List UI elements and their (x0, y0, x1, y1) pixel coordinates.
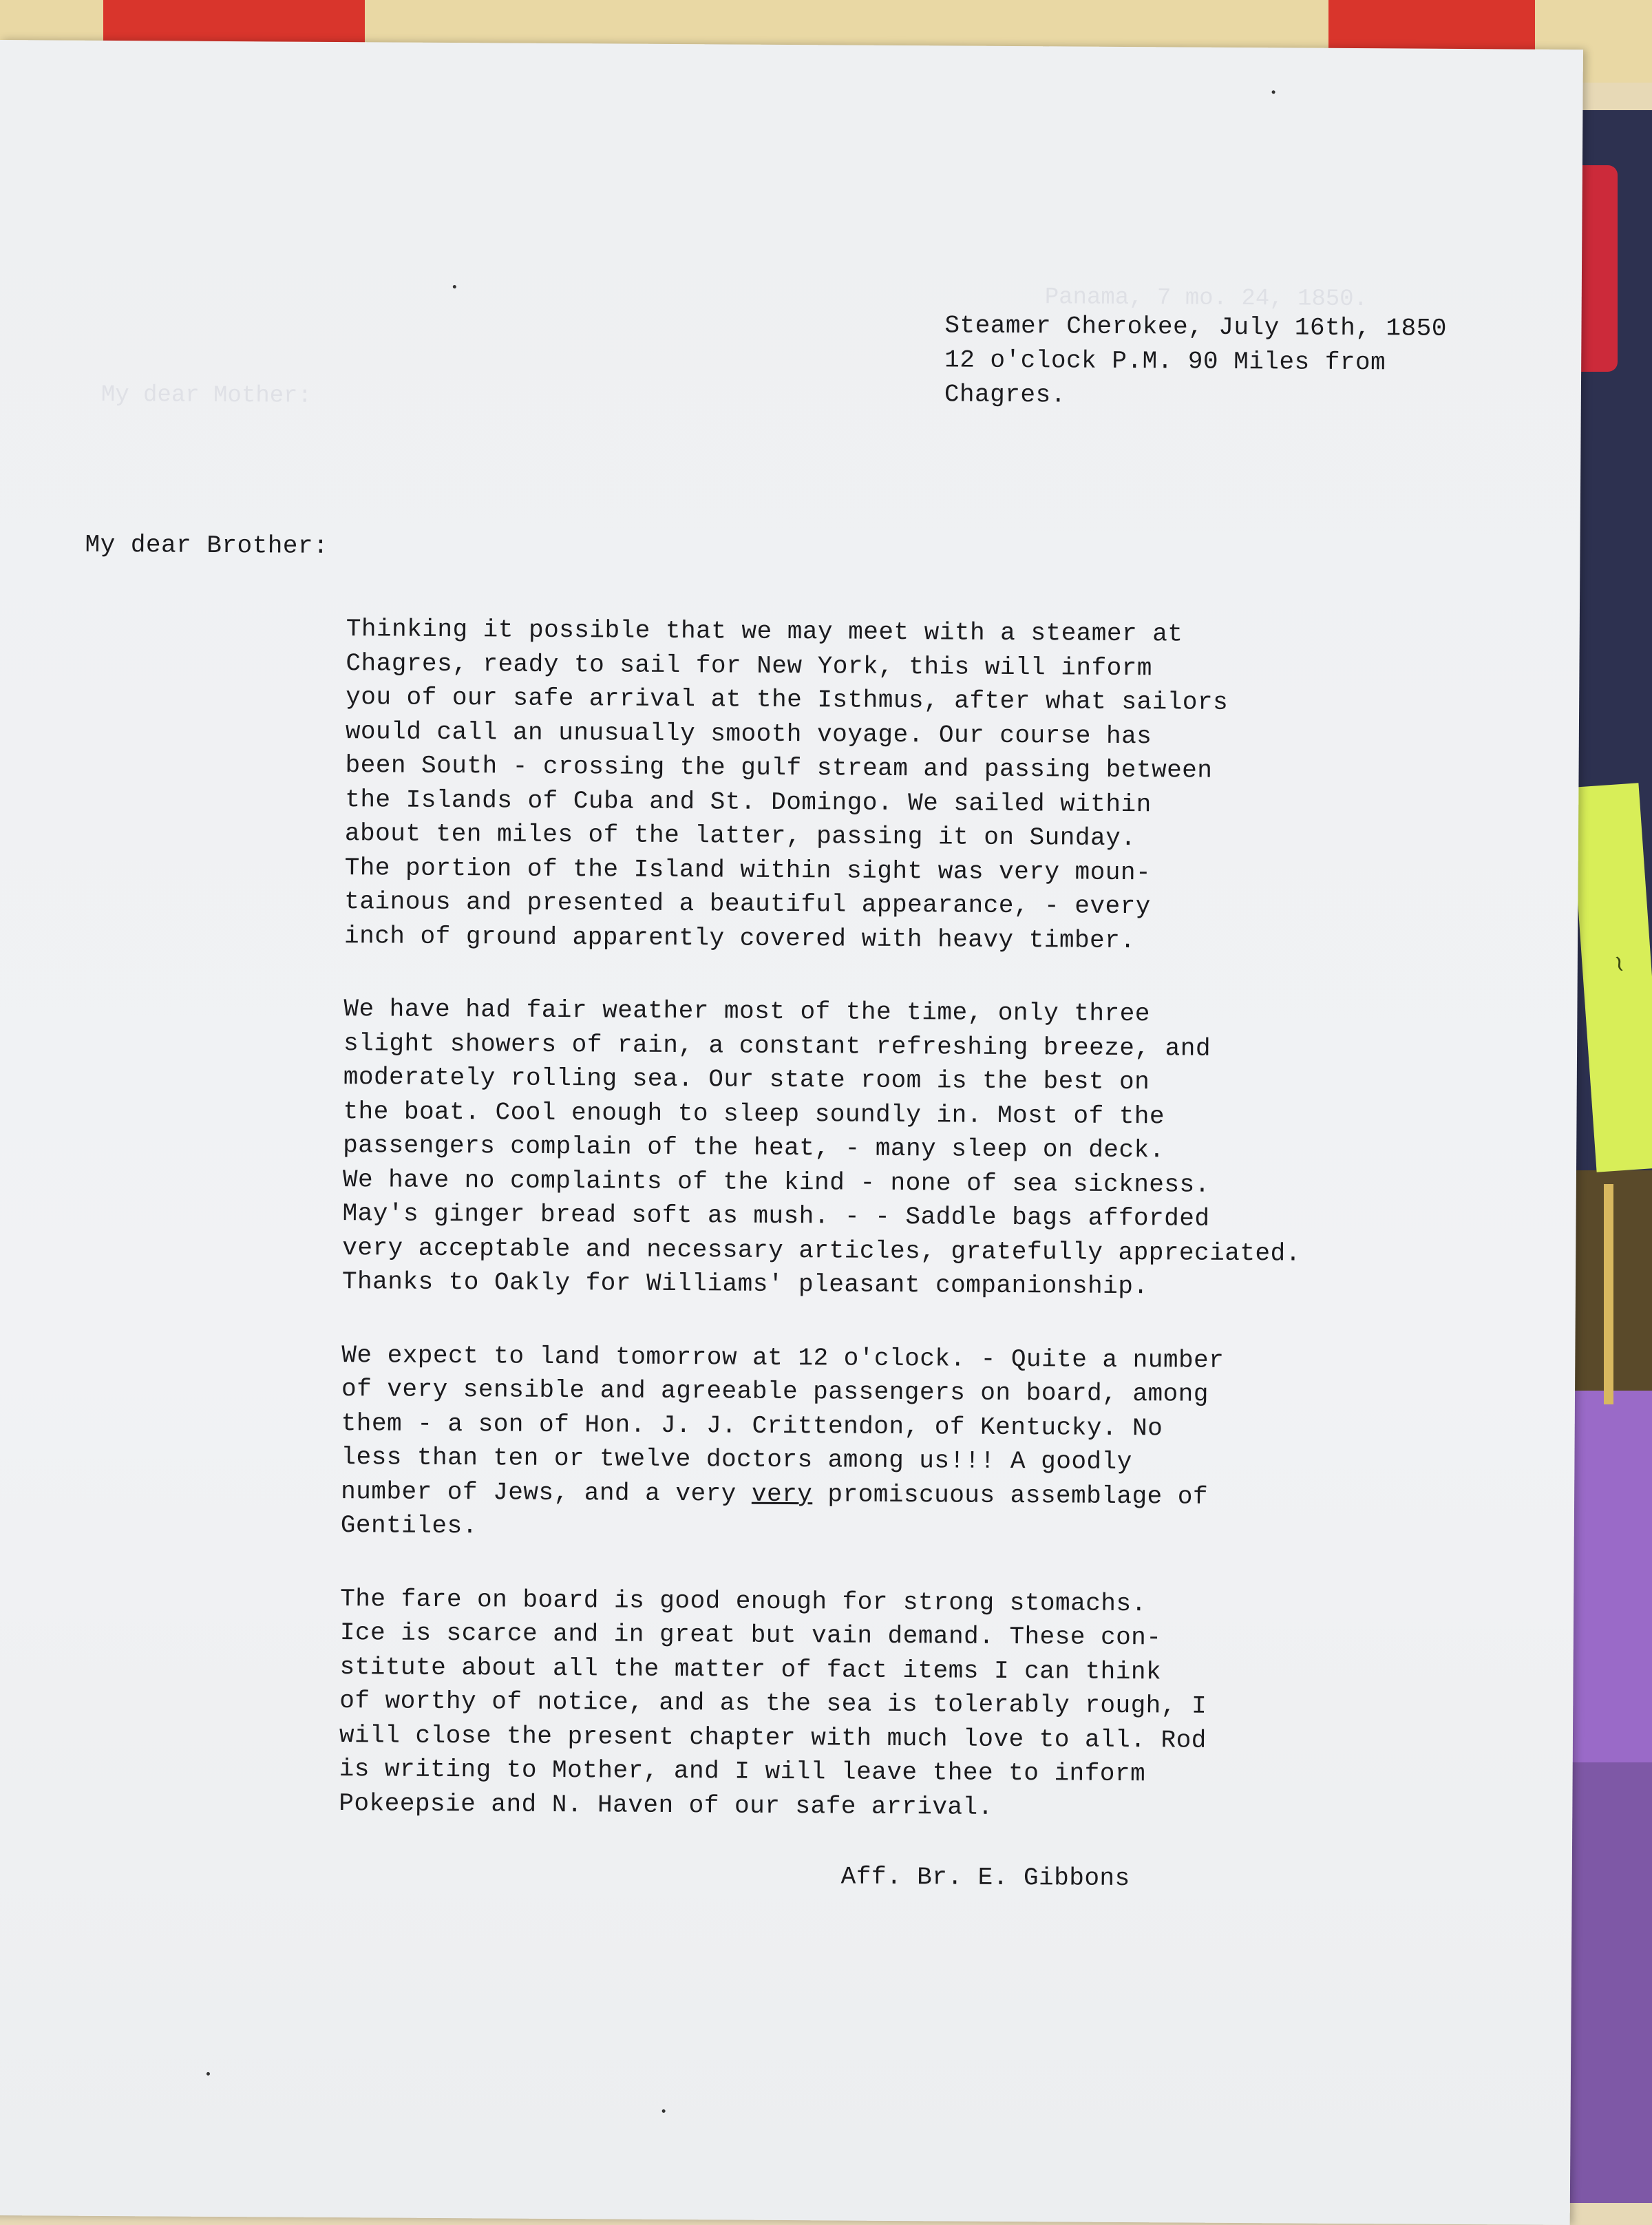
paragraph-text: The fare on board is good enough for strong stomachs. Ice is scarce and in great but vain demand. These con- stitute about all the matter of fact items I can think of worthy of notice, and as the sea is tolerably rough, I will close the present chapter with much love to all. Rod is writing to Mother, and I will leave thee to inform Pokeepsie and N. Haven of our safe arrival. (339, 1584, 1207, 1822)
show-through-date: Panama, 7 mo. 24, 1850. (1044, 284, 1368, 313)
heading-line: Chagres. (944, 380, 1066, 410)
paragraph-text: promiscuous assemblage of Gentiles. (340, 1479, 1209, 1541)
paragraph-text: We have had fair weather most of the time, only three slight showers of rain, a constant refreshing breeze, and moderately rolling sea. Our state room is the best on the boat. Cool enough to sleep soundly in. Most of the passengers complain of the heat, - many sleep on deck. We have no complaints of the kind - none of sea sickness. May's ginger bread soft as mush. - - Saddle bags afforded very acceptable and necessary articles, gratefully appreciated. Thanks to Oakly for Williams' pleasant companionship. (341, 995, 1301, 1301)
underlined-word: very (751, 1479, 813, 1508)
letter-page (0, 40, 1583, 2225)
salutation: My dear Brother: (85, 530, 329, 560)
letter-heading (944, 308, 1447, 414)
straw-stick (1604, 1184, 1613, 1404)
paragraph (341, 1338, 1416, 1550)
paragraph (342, 992, 1418, 1305)
paragraph-text: We expect to land tomorrow at 12 o'clock. - Quite a number of very sensible and agreeable passengers on board, among them - a son of Hon. J. J. Crittendon, of Kentucky. No less than ten or twelve doctors among us!!! A goodly number of Jews, and a very (341, 1340, 1225, 1508)
ink-speck (662, 2109, 666, 2113)
heading-line: 12 o'clock P.M. 90 Miles from (944, 346, 1386, 377)
handwriting-scribble: ~ (1603, 951, 1635, 977)
heading-line: Steamer Cherokee, July 16th, 1850 (944, 311, 1448, 343)
ink-speck (1272, 90, 1275, 94)
show-through-salutation: My dear Mother: (100, 381, 313, 410)
ink-speck (453, 285, 456, 288)
letter-body (339, 612, 1420, 1866)
paragraph (344, 612, 1420, 960)
paragraph (339, 1582, 1414, 1827)
ink-speck (206, 2072, 210, 2076)
paragraph-text: Thinking it possible that we may meet with a steamer at Chagres, ready to sail for New York, this will inform you of our safe arrival at the Isthmus, after what sailors would call an unusually smooth voyage. Our course has been South - crossing the gulf stream and passing between the Islands of Cuba and St. Domingo. We sailed within about ten miles of the latter, passing it on Sunday. The portion of the Island within sight was very moun- tainous and presented a beautiful appearance, - every inch of ground apparently covered with heavy timber. (343, 615, 1229, 955)
signature: Aff. Br. E. Gibbons (840, 1862, 1130, 1893)
